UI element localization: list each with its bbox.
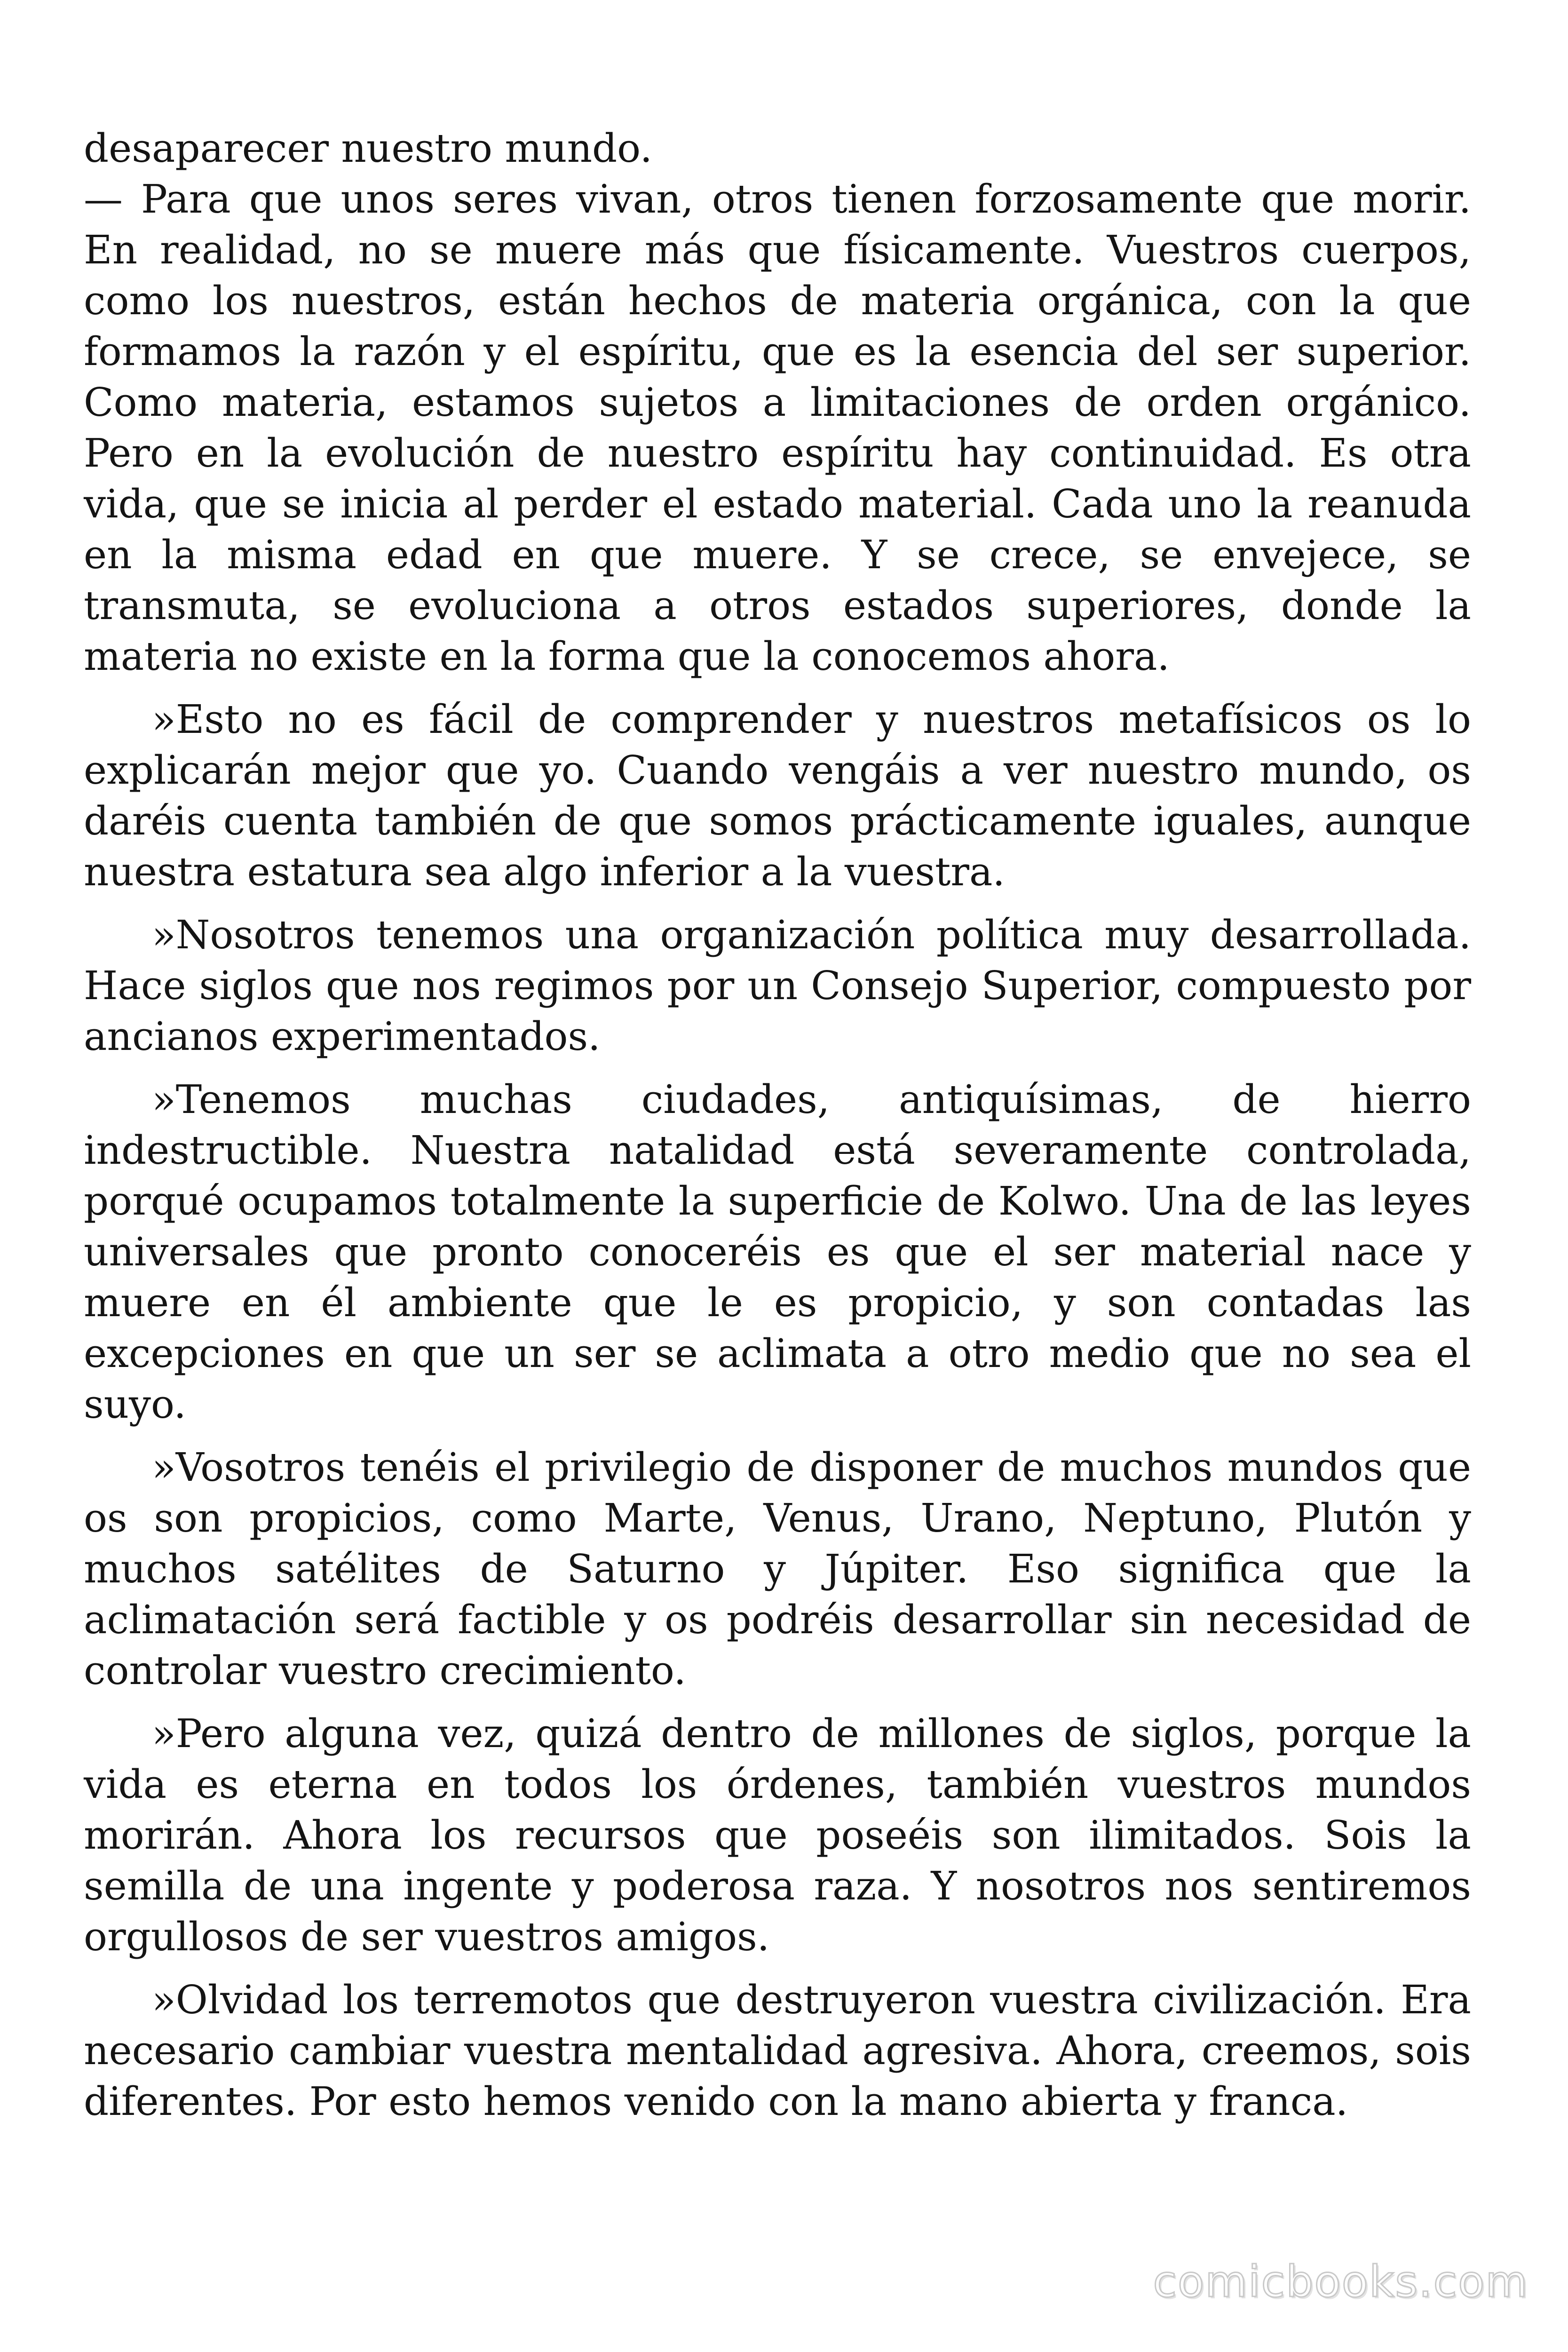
paragraph: »Pero alguna vez, quizá dentro de millones de siglos, porque la vida es eterna en todos los órdenes, también vuestros mundos morirán. Ahora los recursos que poseéis son ilimitados. Sois la semilla de una ingente y poderosa raza. Y nosotros nos sentiremos orgullosos de ser vuestros amigos. (84, 1711, 1471, 1960)
watermark: comicbooks.com (1153, 2257, 1528, 2307)
page-body-text (84, 123, 1471, 2127)
paragraph: »Nosotros tenemos una organización política muy desarrollada. Hace siglos que nos regimos por un Consejo Superior, compuesto por ancianos experimentados. (84, 912, 1471, 1059)
paragraph: »Tenemos muchas ciudades, antiquísimas, de hierro indestructible. Nuestra natalidad está severamente controlada, porqué ocupamos totalmente la superficie de Kolwo. Una de las leyes universales que pronto conoceréis es que el ser material nace y muere en él ambiente que le es propicio, y son contadas las excepciones en que un ser se aclimata a otro medio que no sea el suyo. (84, 1077, 1471, 1427)
paragraph: »Olvidad los terremotos que destruyeron vuestra civilización. Era necesario cambiar vuestra mentalidad agresiva. Ahora, creemos, sois diferentes. Por esto hemos venido con la mano abierta y franca. (84, 1977, 1471, 2124)
paragraph: »Esto no es fácil de comprender y nuestros metafísicos os lo explicarán mejor que yo. Cuando vengáis a ver nuestro mundo, os daréis cuenta también de que somos prácticamente iguales, aunque nuestra estatura sea algo inferior a la vuestra. (84, 697, 1471, 895)
paragraph-continuation: desaparecer nuestro mundo. (84, 126, 653, 171)
paragraph: »Vosotros tenéis el privilegio de disponer de muchos mundos que os son propicios, como Marte, Venus, Urano, Neptuno, Plutón y muchos satélites de Saturno y Júpiter. Eso significa que la aclimatación será factible y os podréis desarrollar sin necesidad de controlar vuestro crecimiento. (84, 1445, 1471, 1693)
paragraph-dialogue-opening: — Para que unos seres vivan, otros tienen forzosamente que morir. En realidad, no se muere más que físicamente. Vuestros cuerpos, como los nuestros, están hechos de materia orgánica, con la que formamos la razón y el espíritu, que es la esencia del ser superior. Como materia, estamos sujetos a limitaciones de orden orgánico. Pero en la evolución de nuestro espíritu hay continuidad. Es otra vida, que se inicia al perder el estado material. Cada uno la reanuda en la misma edad en que muere. Y se crece, se envejece, se transmuta, se evoluciona a otros estados superiores, donde la materia no existe en la forma que la conocemos ahora. (84, 176, 1471, 679)
